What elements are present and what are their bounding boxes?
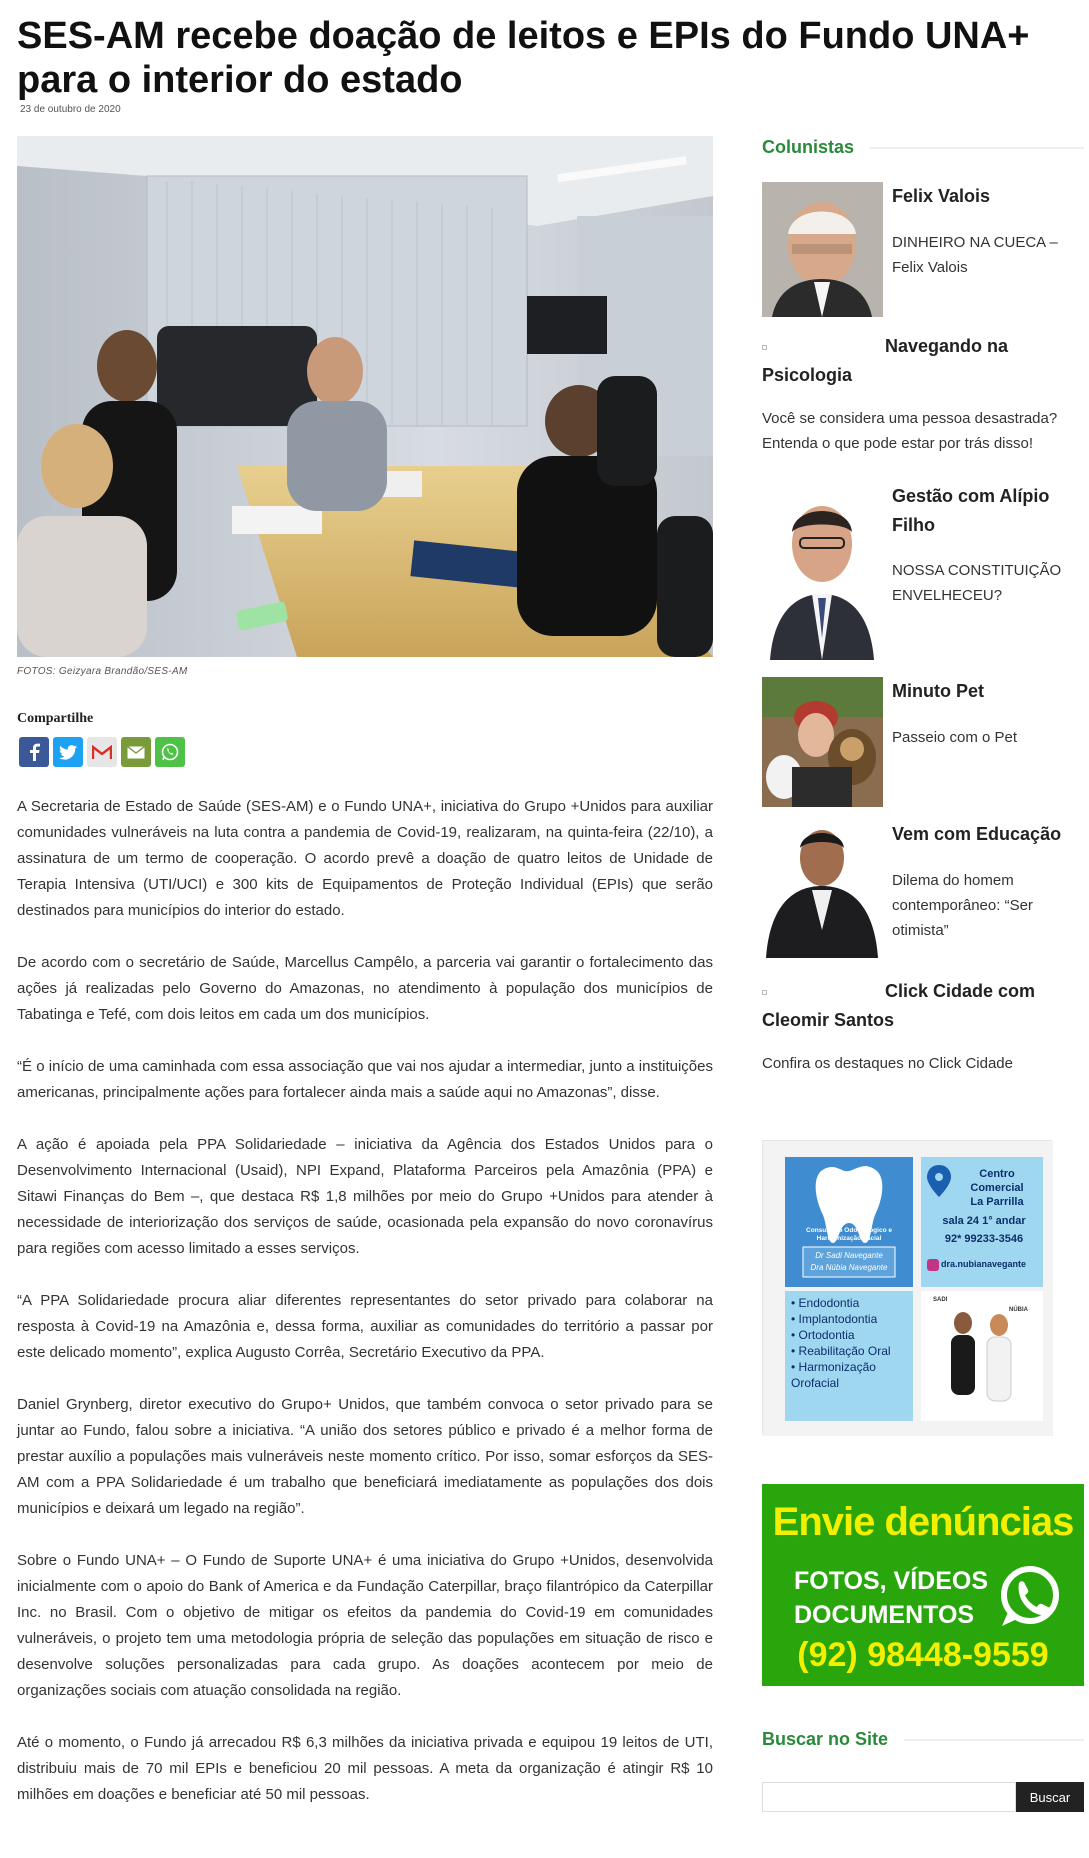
article-paragraph: Sobre o Fundo UNA+ – O Fundo de Suporte UNA+ é uma iniciativa do Grupo +Unidos, desenvolvida inicialmente com o apoio do Bank of America e da Fundação Caterpillar, braço filantrópico da Caterpillar Inc. no Brasil. Com o objetivo de mitigar os efeitos da pandemia do Covid-19 em comunidades vulneráveis, o projeto tem uma metodologia própria de seleção das populações em situação de risco e desenvolve soluções personalizadas para cada grupo. As doações acontecem por meio de organizações sociais com atuação consolidada na região. bbox=[17, 1552, 713, 1699]
ad-address-line: Comercial bbox=[970, 1182, 1024, 1194]
broken-image-icon bbox=[762, 990, 767, 995]
columnist-name-text[interactable]: Click Cidade com Cleomir Santos bbox=[762, 981, 1036, 1030]
columnist-photo[interactable] bbox=[762, 820, 883, 958]
heading-divider bbox=[870, 147, 1084, 149]
article-paragraph: De acordo com o secretário de Saúde, Marcellus Campêlo, a parceria vai garantir o fortalecimento das ações já realizadas pelo Governo do Amazonas, no atendimento à população dos municípios de Tabatinga e Tefé, com dois leitos em cada um dos municípios. bbox=[17, 954, 713, 1023]
ad-phone-number: (92) 98448-9559 bbox=[797, 1636, 1049, 1674]
columnist-felix-valois bbox=[762, 182, 1084, 317]
ad-doctor-2: Dra Núbia Navegante bbox=[810, 1263, 888, 1272]
ad-services bbox=[791, 1295, 911, 1391]
search-button[interactable]: Buscar bbox=[1016, 1782, 1084, 1812]
article-paragraph: Daniel Grynberg, diretor executivo do Grupo+ Unidos, que também convoca o setor privado para se juntar ao Fundo, falou sobre a iniciativa. “A união dos setores público e privado é a melhor forma de prestar auxílio a populações mais vulneráveis neste momento crítico. Por isso, somar esforços da SES-AM com a PPA Solidariedade é um trabalho que beneficiará imediatamente as populações dos dois municípios e deixará um legado na região”. bbox=[17, 1396, 713, 1517]
article-date: 23 de outubro de 2020 bbox=[20, 104, 121, 115]
ad-headline: Envie denúncias bbox=[772, 1500, 1074, 1544]
facebook-icon bbox=[27, 743, 41, 761]
ad-subtitle-line: FOTOS, VÍDEOS bbox=[794, 1567, 989, 1595]
article-paragraph: A ação é apoiada pela PPA Solidariedade – iniciativa da Agência dos Estados Unidos para o Desenvolvimento Internacional (Usaid), NPI Expand, Plataforma Parceiros pela Amazônia (PPA) e Sitawi Finanças do Bem –, que destaca R$ 1,8 milhões por meio do Grupo +Unidos para atender à necessidade de interiorização dos serviços de saúde, ocasionada pela expansão do novo coronavírus para regiões com acesso limitado a esses serviços. bbox=[17, 1136, 713, 1257]
ad-doctor-1: Dr Sadi Navegante bbox=[815, 1251, 883, 1260]
columnist-photo[interactable] bbox=[762, 482, 883, 660]
whatsapp-share-button[interactable] bbox=[155, 737, 185, 767]
ad-phone: 92* 99233-3546 bbox=[944, 1233, 1024, 1245]
ad-photo-label-right: NÚBIA bbox=[1009, 1307, 1028, 1313]
columnist-photo[interactable] bbox=[762, 677, 883, 807]
columnists-heading-text: Colunistas bbox=[762, 137, 855, 157]
columnist-post-link[interactable]: Dilema do homem contemporâneo: “Ser otimista” bbox=[892, 872, 1033, 939]
ad-service: • Ortodontia bbox=[791, 1328, 855, 1342]
article-paragraph: Até o momento, o Fundo já arrecadou R$ 6,3 milhões da iniciativa privada e equipou 19 leitos de UTI, distribuiu mais de 70 mil EPIs e beneficiou 20 mil pessoas. A meta da organização é atingir R$ 10 milhões em doações e beneficiar até 50 mil pessoas. bbox=[17, 1734, 713, 1803]
article-paragraph: A Secretaria de Estado de Saúde (SES-AM) e o Fundo UNA+, iniciativa do Grupo +Unidos para auxiliar comunidades vulneráveis na luta contra a pandemia de Covid-19, realizaram, na quinta-feira (22/10), a assinatura de um termo de cooperação. O acordo prevê a doação de quatro leitos de Unidade de Terapia Intensiva (UTI/UCI) e 300 kits de Equipamentos de Proteção Individual (EPIs) que serão destinados para municípios do interior do estado. bbox=[17, 798, 713, 919]
ad-address-line: La Parrilla bbox=[970, 1196, 1024, 1208]
article-paragraph: “É o início de uma caminhada com essa associação que vai nos ajudar a intermediar, junto a instituições americanas, principalmente ações para fortalecer ainda mais a saúde aqui no Amazonas”, disse. bbox=[17, 1058, 713, 1101]
search-input[interactable] bbox=[762, 1782, 1016, 1812]
columnist-navegando-psicologia bbox=[762, 332, 1084, 456]
dental-clinic-ad[interactable] bbox=[762, 1140, 1052, 1435]
columnist-name[interactable]: Gestão com Alípio Filho bbox=[892, 486, 1050, 535]
ad-address-line: Centro bbox=[979, 1168, 1015, 1180]
twitter-icon bbox=[59, 745, 77, 760]
columnist-alipio-filho bbox=[762, 482, 1084, 660]
search-heading bbox=[762, 1729, 1084, 1750]
article-body bbox=[17, 794, 713, 1834]
gmail-share-button[interactable] bbox=[87, 737, 117, 767]
columnists-heading bbox=[762, 137, 1084, 158]
share-label: Compartilhe bbox=[17, 711, 94, 726]
ad-service: • Implantodontia bbox=[791, 1312, 878, 1326]
columnist-post-link[interactable]: Passeio com o Pet bbox=[892, 729, 1018, 746]
ad-subtitle-line: DOCUMENTOS bbox=[794, 1601, 975, 1629]
ad-clinic-name: Consultório Odontológico e Harmonização Facial bbox=[806, 1227, 892, 1242]
denuncias-ad[interactable] bbox=[762, 1484, 1084, 1686]
columnist-photo[interactable] bbox=[762, 182, 883, 317]
ad-address-floor: sala 24 1° andar bbox=[942, 1215, 1026, 1227]
ad-instagram: dra.nubianavegante bbox=[941, 1259, 1027, 1269]
columnist-name[interactable] bbox=[762, 332, 1084, 390]
columnist-post-link[interactable]: NOSSA CONSTITUIÇÃO ENVELHECEU? bbox=[892, 562, 1062, 604]
columnist-minuto-pet bbox=[762, 677, 1084, 807]
ad-service: • Reabilitação Oral bbox=[791, 1344, 891, 1358]
columnist-name[interactable]: Felix Valois bbox=[892, 186, 991, 206]
facebook-share-button[interactable] bbox=[19, 737, 49, 767]
search-heading-text: Buscar no Site bbox=[762, 1729, 889, 1749]
article-photo bbox=[17, 136, 713, 657]
ad-address bbox=[953, 1167, 1041, 1209]
whatsapp-icon bbox=[161, 743, 179, 761]
columnist-vem-com-educacao bbox=[762, 820, 1084, 958]
ad-service: • Endodontia bbox=[791, 1296, 860, 1310]
ad-service: • Harmonização Orofacial bbox=[791, 1360, 876, 1390]
email-icon bbox=[127, 746, 145, 759]
ad-photo-label-left: SADI bbox=[933, 1297, 948, 1303]
whatsapp-icon bbox=[994, 1562, 1064, 1632]
share-buttons bbox=[19, 737, 185, 767]
article-title: SES-AM recebe doação de leitos e EPIs do Fundo UNA+ para o interior do estado bbox=[17, 15, 1030, 101]
broken-image-icon bbox=[762, 345, 767, 350]
heading-divider bbox=[904, 1739, 1084, 1741]
twitter-share-button[interactable] bbox=[53, 737, 83, 767]
email-share-button[interactable] bbox=[121, 737, 151, 767]
gmail-icon bbox=[92, 745, 112, 760]
columnist-post-link[interactable]: Você se considera uma pessoa desastrada? Entenda o que pode estar por trás disso! bbox=[762, 410, 1058, 452]
columnist-post-link[interactable]: Confira os destaques no Click Cidade bbox=[762, 1055, 1013, 1072]
columnist-click-cidade bbox=[762, 977, 1084, 1076]
columnist-name[interactable]: Vem com Educação bbox=[892, 824, 1062, 844]
ad-subtitle bbox=[794, 1564, 988, 1632]
columnist-post-link[interactable]: DINHEIRO NA CUECA – Felix Valois bbox=[892, 234, 1058, 276]
columnist-name[interactable]: Minuto Pet bbox=[892, 681, 984, 701]
article-paragraph: “A PPA Solidariedade procura aliar diferentes representantes do setor privado para colaborar na resposta à Covid-19 na Amazônia e, dessa forma, auxiliar as comunidades do território a passar por este delicado momento”, explica Augusto Corrêa, Secretário Executivo da PPA. bbox=[17, 1292, 713, 1361]
columnist-name-text[interactable]: Navegando na Psicologia bbox=[762, 336, 1009, 385]
columnist-name[interactable] bbox=[762, 977, 1084, 1035]
photo-caption: FOTOS: Geizyara Brandão/SES-AM bbox=[17, 666, 188, 677]
